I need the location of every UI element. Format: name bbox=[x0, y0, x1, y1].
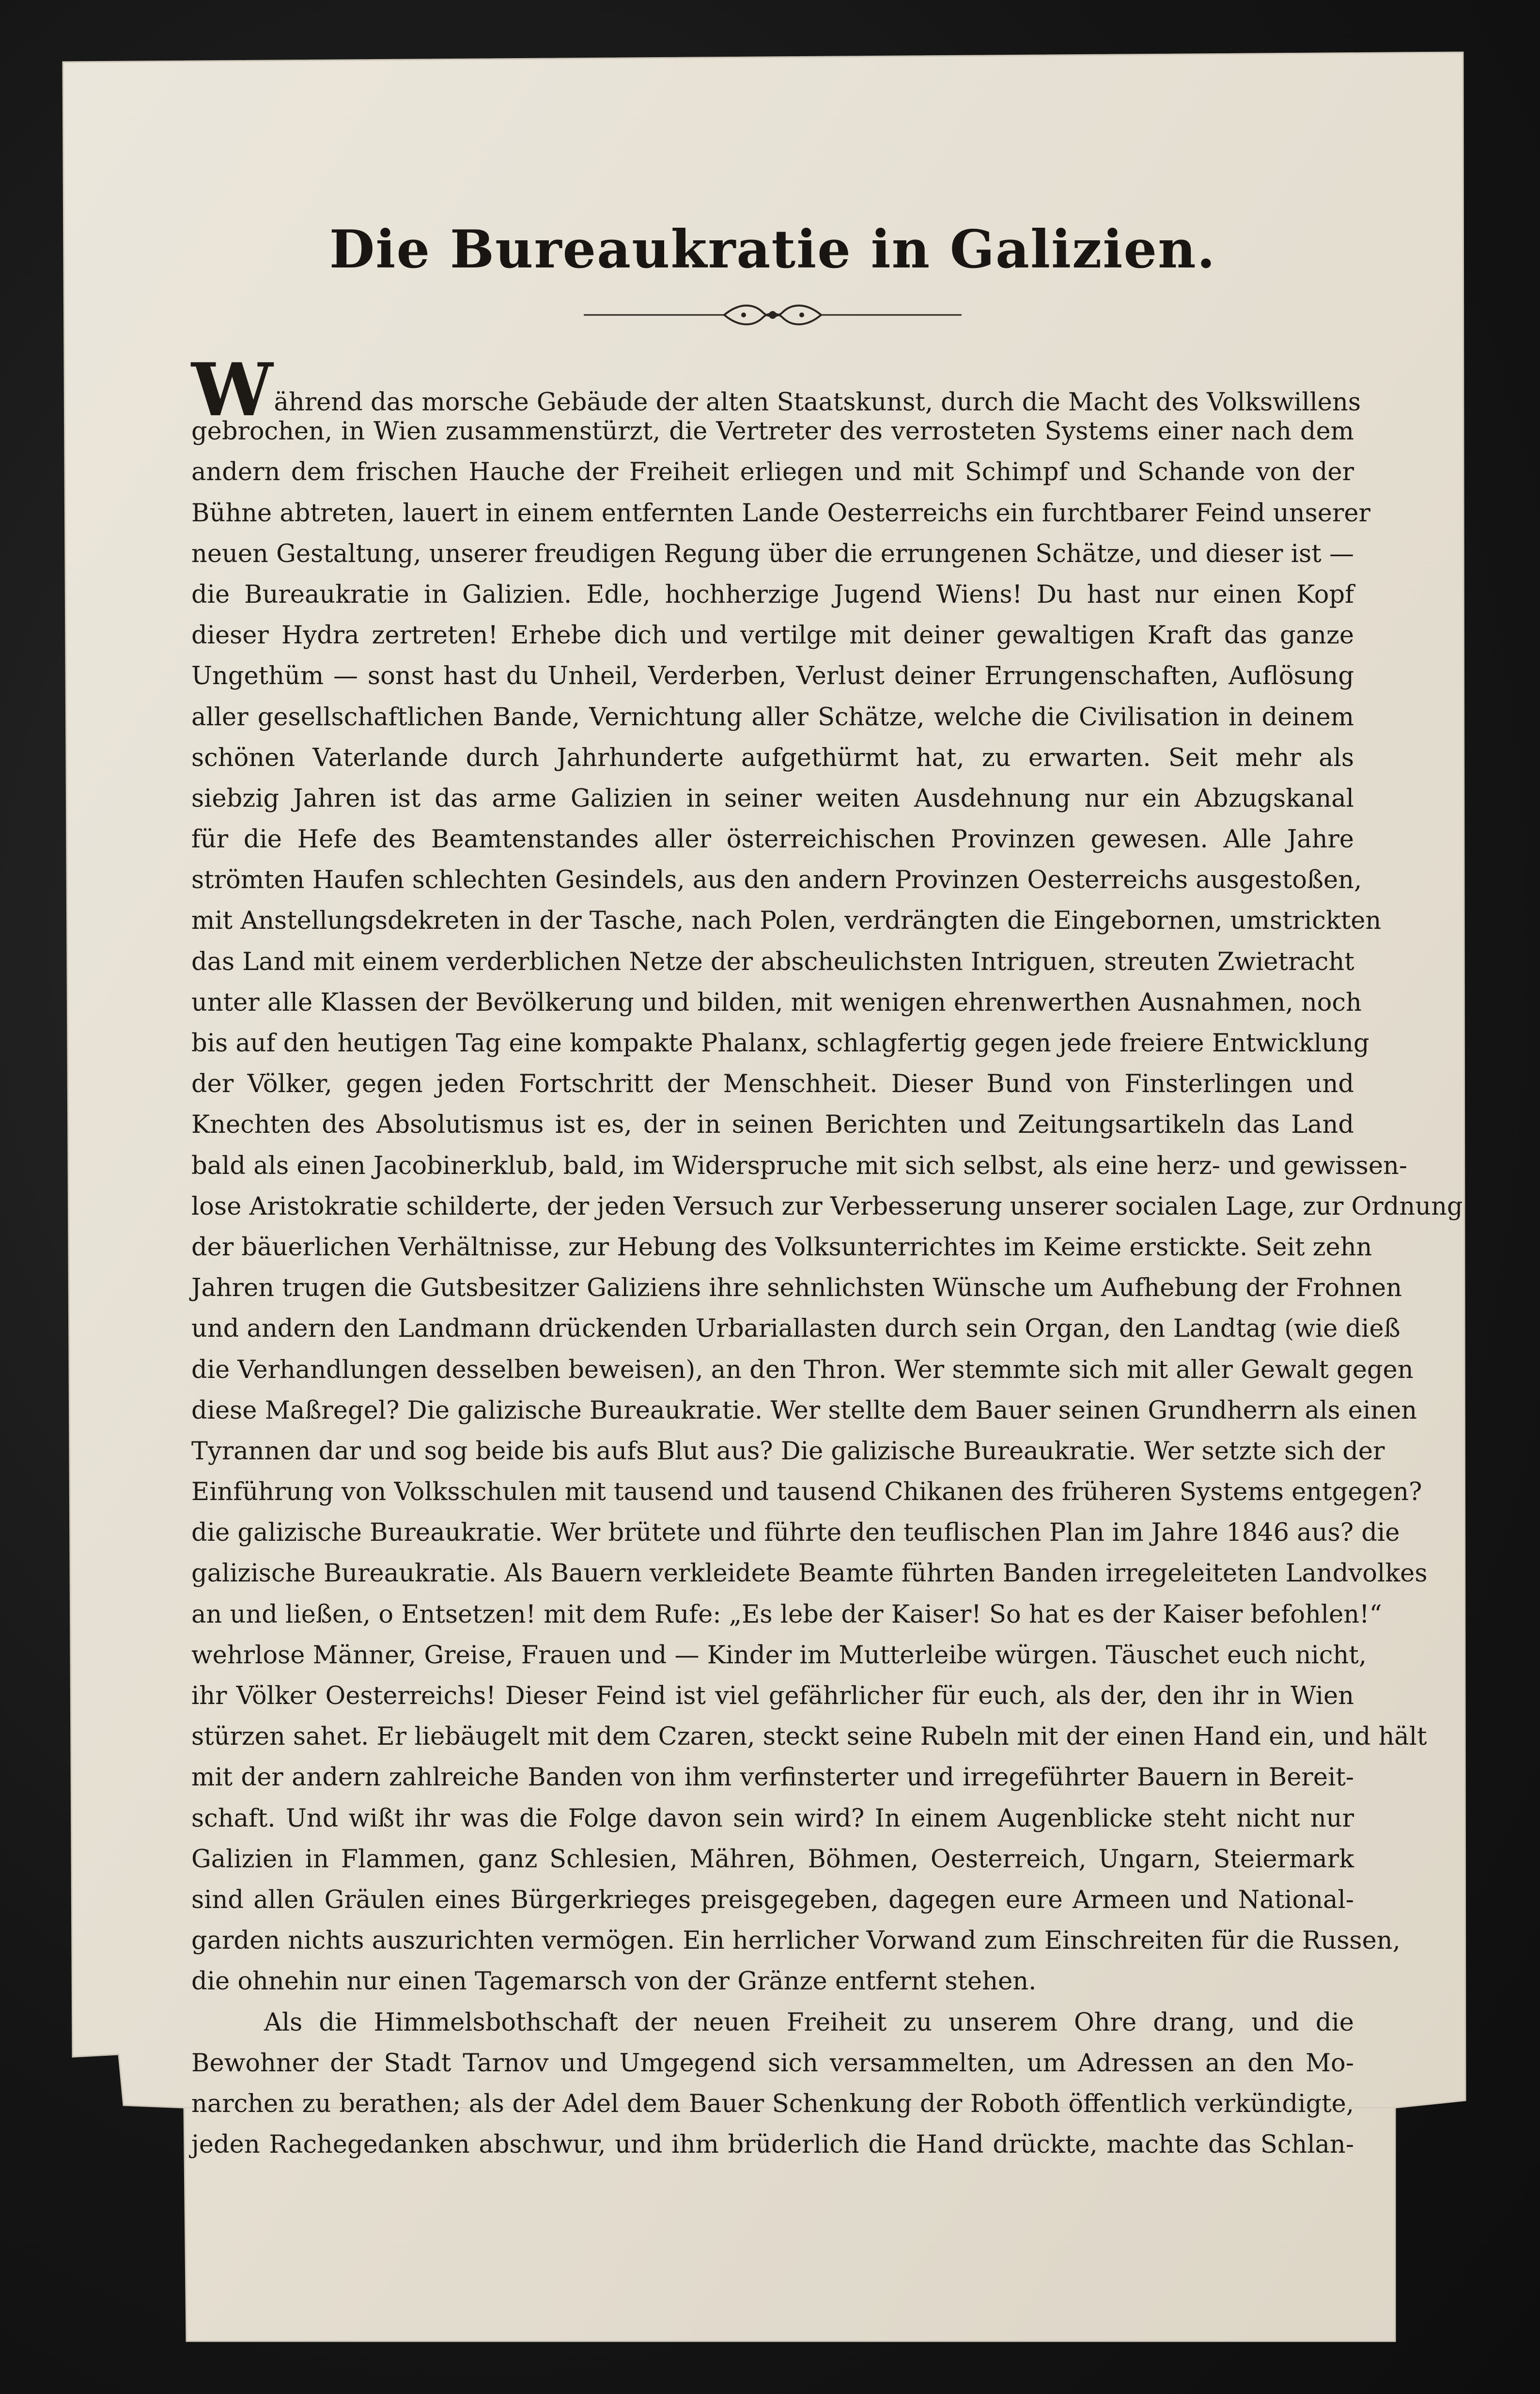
text-line bbox=[191, 493, 1370, 534]
line-text: dieser Hydra zertreten! Erhebe dich und vertilge mit deiner gewaltigen Kraft das ganze bbox=[191, 621, 1354, 650]
text-line bbox=[191, 575, 1354, 615]
text-line bbox=[191, 779, 1354, 819]
line-text: die Bureaukratie in Galizien. Edle, hochherzige Jugend Wiens! Du hast nur einen Kopf bbox=[191, 580, 1354, 609]
text-line bbox=[191, 1391, 1417, 1431]
line-text: lose Aristokratie schilderte, der jeden Versuch zur Verbesserung unserer socialen Lage, zur Ordnung bbox=[191, 1192, 1463, 1221]
line-text: wehrlose Männer, Greise, Frauen und — Kinder im Mutterleibe würgen. Täuschet euch nicht, bbox=[191, 1641, 1367, 1670]
line-text: Ungethüm — sonst hast du Unheil, Verderben, Verlust deiner Errungenschaften, Auflösung bbox=[191, 662, 1354, 691]
line-text: bis auf den heutigen Tag eine kompakte Phalanx, schlagfertig gegen jede freiere Entwicklung bbox=[191, 1029, 1369, 1058]
line-text: der Völker, gegen jeden Fortschritt der Menschheit. Dieser Bund von Finsterlingen und bbox=[191, 1070, 1354, 1099]
line-text: sind allen Gräulen eines Bürgerkrieges preisgegeben, dagegen eure Armeen und National- bbox=[191, 1885, 1354, 1914]
line-text: mit Anstellungsdekreten in der Tasche, nach Polen, verdrängten die Eingebornen, umstrickten bbox=[191, 907, 1382, 936]
text-line bbox=[191, 1757, 1354, 1798]
document-content bbox=[191, 179, 1463, 2159]
line-text: Galizien in Flammen, ganz Schlesien, Mähren, Böhmen, Oesterreich, Ungarn, Steiermark bbox=[191, 1845, 1354, 1874]
document-body bbox=[191, 347, 1463, 2165]
drop-cap: W bbox=[191, 347, 273, 433]
text-line bbox=[191, 942, 1354, 983]
line-text: siebzig Jahren ist das arme Galizien in seiner weiten Ausdehnung nur ein Abzugskanal bbox=[191, 784, 1354, 813]
line-text: schaft. Und wißt ihr was die Folge davon sein wird? In einem Augenblicke steht nicht nur bbox=[191, 1804, 1354, 1833]
text-line bbox=[191, 1268, 1402, 1309]
text-line bbox=[191, 697, 1354, 738]
scroll-ornament-icon bbox=[584, 300, 962, 329]
text-line bbox=[191, 1635, 1367, 1676]
line-text: jeden Rachegedanken abschwur, und ihm brüderlich die Hand drückte, machte das Schlan- bbox=[191, 2130, 1354, 2159]
text-line bbox=[191, 534, 1354, 575]
line-text: die galizische Bureaukratie. Wer brütete und führte den teuflischen Plan im Jahre 1846 aus? die bbox=[191, 1518, 1400, 1548]
line-text: unter alle Klassen der Bevölkerung und bilden, mit wenigen ehrenwerthen Ausnahmen, noch bbox=[191, 988, 1362, 1017]
document-title: Die Bureaukratie in Galizien. bbox=[329, 219, 1216, 280]
text-line bbox=[191, 1961, 1354, 2002]
line-text: Als die Himmelsbothschaft der neuen Freiheit zu unserem Ohre drang, und die bbox=[264, 2008, 1354, 2037]
line-text: neuen Gestaltung, unserer freudigen Regung über die errungenen Schätze, und dieser ist — bbox=[191, 539, 1354, 568]
line-text: bald als einen Jacobinerklub, bald, im Widerspruche mit sich selbst, als eine herz- und gewissen- bbox=[191, 1151, 1408, 1180]
line-text: Knechten des Absolutismus ist es, der in seinen Berichten und Zeitungsartikeln das Land bbox=[191, 1111, 1354, 1140]
line-text: Einführung von Volksschulen mit tausend und tausend Chikanen des früheren Systems entgegen? bbox=[191, 1478, 1422, 1507]
line-text: strömten Haufen schlechten Gesindels, aus den andern Provinzen Oesterreichs ausgestoßen, bbox=[191, 866, 1362, 895]
text-line bbox=[191, 1921, 1400, 1961]
text-line bbox=[191, 1513, 1400, 1553]
line-text: die ohnehin nur einen Tagemarsch von der Gränze entfernt stehen. bbox=[191, 1967, 1037, 1996]
text-line bbox=[191, 1799, 1354, 1839]
line-text: garden nichts auszurichten vermögen. Ein herrlicher Vorwand zum Einschreiten für die Russen, bbox=[191, 1926, 1400, 1956]
text-line bbox=[191, 1472, 1422, 1513]
line-text: die Verhandlungen desselben beweisen), an den Thron. Wer stemmte sich mit aller Gewalt gegen bbox=[191, 1355, 1414, 1384]
line-text: Tyrannen dar und sog beide bis aufs Blut aus? Die galizische Bureaukratie. Wer setzte sich der bbox=[191, 1437, 1385, 1466]
line-text: mit der andern zahlreiche Banden von ihm verfinsterter und irregeführter Bauern in Bereit- bbox=[191, 1763, 1354, 1792]
text-line bbox=[191, 411, 1354, 452]
line-text: Bühne abtreten, lauert in einem entfernten Lande Oesterreichs ein furchtbarer Feind unserer bbox=[191, 499, 1370, 528]
line-text: narchen zu berathen; als der Adel dem Bauer Schenkung der Roboth öffentlich verkündigte, bbox=[191, 2089, 1354, 2118]
line-text: das Land mit einem verderblichen Netze der abscheulichsten Intriguen, streuten Zwietracht bbox=[191, 947, 1354, 976]
text-line bbox=[191, 1880, 1354, 1921]
text-line bbox=[191, 860, 1362, 901]
text-line bbox=[191, 983, 1362, 1023]
line-text: für die Hefe des Beamtenstandes aller österreichischen Provinzen gewesen. Alle Jahre bbox=[191, 825, 1354, 854]
text-line bbox=[191, 1595, 1382, 1635]
text-line bbox=[191, 901, 1382, 941]
line-text: der bäuerlichen Verhältnisse, zur Hebung des Volksunterrichtes im Keime erstickte. Seit zehn bbox=[191, 1233, 1372, 1262]
printer-mark bbox=[191, 2105, 1354, 2122]
text-line bbox=[191, 1023, 1369, 1064]
text-line bbox=[191, 1105, 1354, 1145]
text-line bbox=[191, 2003, 1354, 2043]
text-line bbox=[191, 2125, 1354, 2165]
line-text: und andern den Landmann drückenden Urbariallasten durch sein Organ, den Landtag (wie dieß bbox=[191, 1314, 1400, 1344]
text-line bbox=[191, 2043, 1354, 2084]
line-text: stürzen sahet. Er liebäugelt mit dem Czaren, steckt seine Rubeln mit der einen Hand ein, und hält bbox=[191, 1722, 1427, 1752]
line-text: Jahren trugen die Gutsbesitzer Galiziens ihre sehnlichsten Wünsche um Aufhebung der Frohnen bbox=[191, 1274, 1402, 1303]
text-line bbox=[191, 1146, 1408, 1187]
line-text: galizische Bureaukratie. Als Bauern verkleidete Beamte führten Banden irregeleiteten Landvolkes bbox=[191, 1559, 1428, 1588]
text-line bbox=[191, 1717, 1427, 1757]
text-line bbox=[191, 1227, 1372, 1268]
line-text: ährend das morsche Gebäude der alten Staatskunst, durch die Macht des Volkswillens bbox=[274, 388, 1361, 417]
text-line bbox=[191, 1309, 1400, 1349]
text-line bbox=[191, 1064, 1354, 1105]
line-text: aller gesellschaftlichen Bande, Vernichtung aller Schätze, welche die Civilisation in deinem bbox=[191, 703, 1354, 732]
text-line bbox=[191, 819, 1354, 860]
line-text: schönen Vaterlande durch Jahrhunderte aufgethürmt hat, zu erwarten. Seit mehr als bbox=[191, 743, 1354, 772]
text-line bbox=[191, 1839, 1354, 1880]
line-text: gebrochen, in Wien zusammenstürzt, die Vertreter des verrosteten Systems einer nach dem bbox=[191, 417, 1354, 446]
text-line bbox=[191, 1187, 1463, 1227]
line-text: Bewohner der Stadt Tarnov und Umgegend sich versammelten, um Adressen an den Mo- bbox=[191, 2049, 1354, 2078]
text-line bbox=[191, 1676, 1354, 1717]
text-line bbox=[191, 738, 1354, 779]
text-line bbox=[191, 1553, 1428, 1594]
line-text: ihr Völker Oesterreichs! Dieser Feind ist viel gefährlicher für euch, als der, den ihr in Wien bbox=[191, 1682, 1354, 1710]
line-text: diese Maßregel? Die galizische Bureaukratie. Wer stellte dem Bauer seinen Grundherrn als einen bbox=[191, 1396, 1417, 1425]
text-line bbox=[191, 615, 1354, 656]
text-line bbox=[191, 452, 1354, 493]
line-text: andern dem frischen Hauche der Freiheit erliegen und mit Schimpf und Schande von der bbox=[191, 458, 1354, 487]
text-line bbox=[191, 656, 1354, 697]
line-text: an und ließen, o Entsetzen! mit dem Rufe: „Es lebe der Kaiser! So hat es der Kaiser befohlen!“ bbox=[191, 1600, 1382, 1629]
text-line bbox=[191, 1350, 1414, 1391]
text-line bbox=[191, 1431, 1385, 1472]
